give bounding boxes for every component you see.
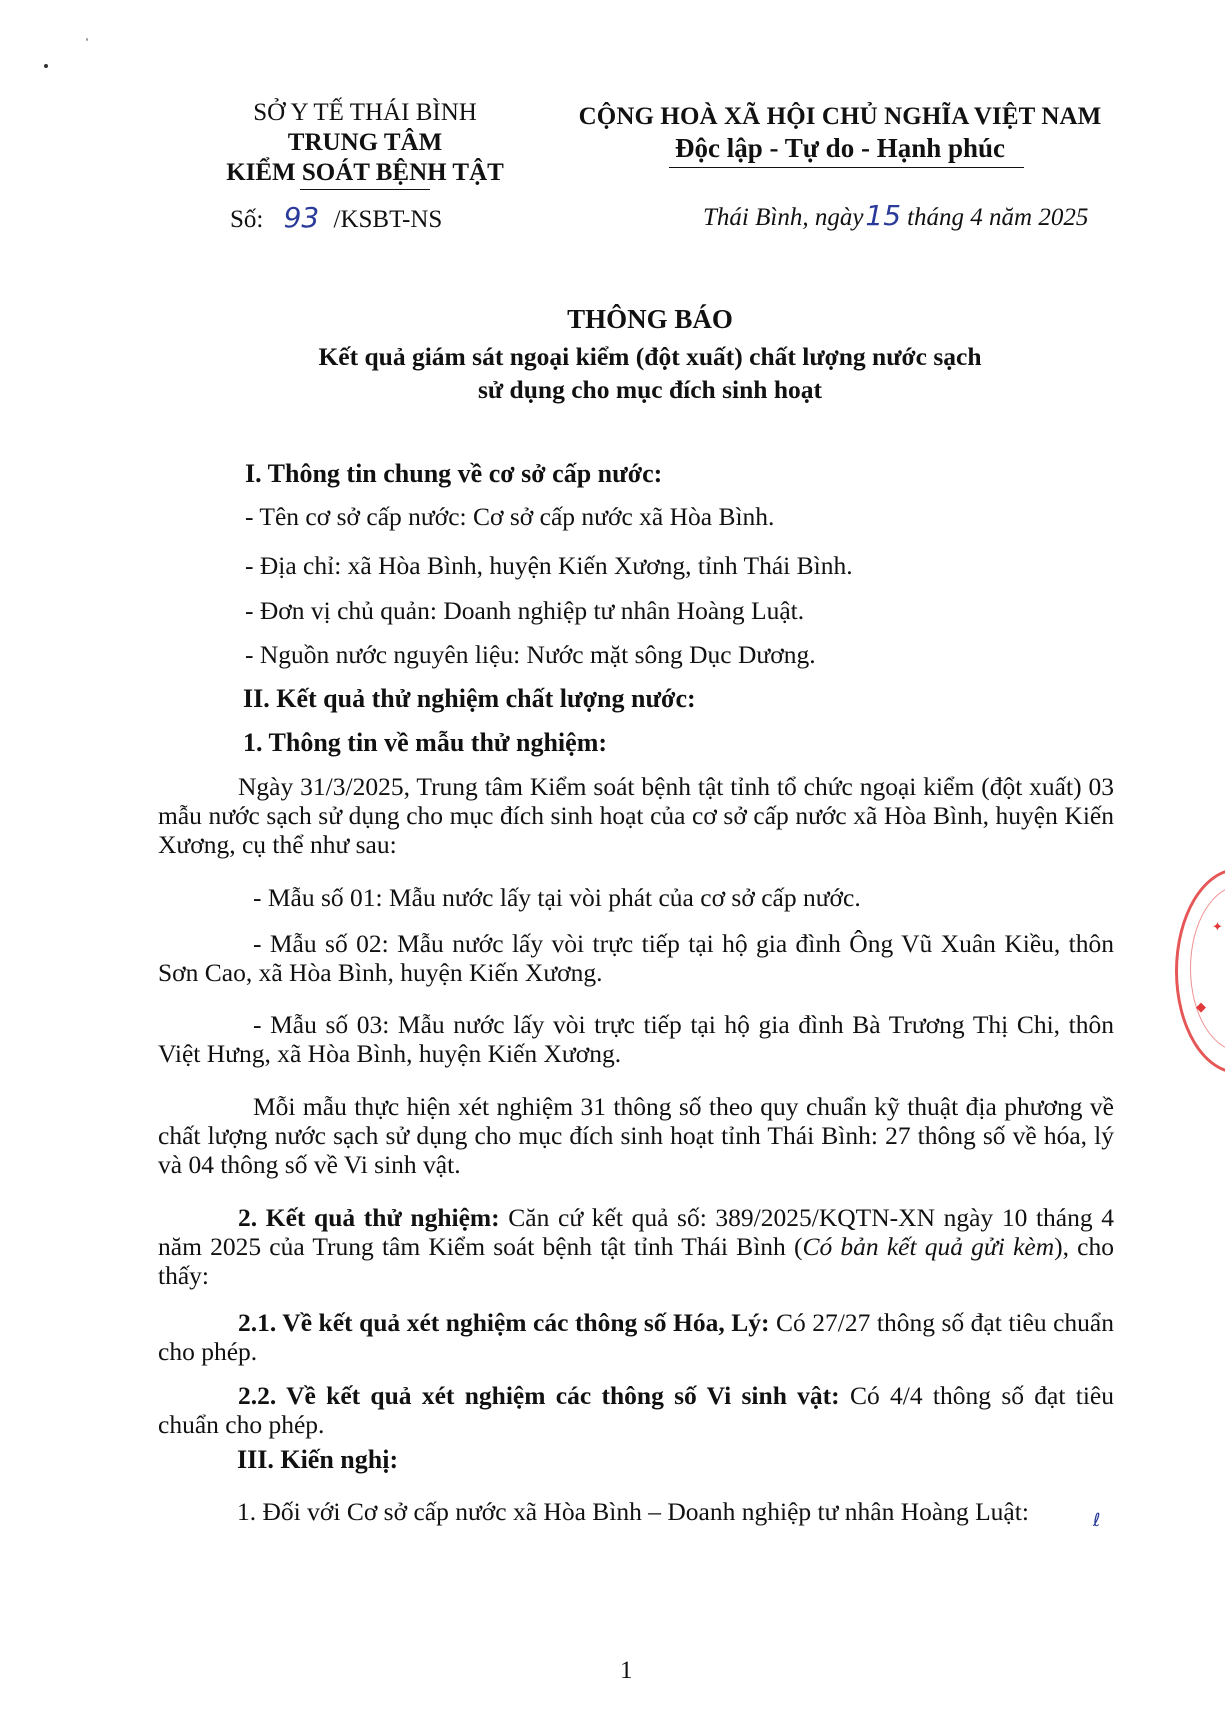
section1-item: - Nguồn nước nguyên liệu: Nước mặt sông Dục Dương. xyxy=(245,640,816,669)
samples-summary-paragraph: Mỗi mẫu thực hiện xét nghiệm 31 thông số theo quy chuẩn kỹ thuật địa phương về chất lượng nước sạch sử dụng cho mục đích sinh hoạt tỉnh Thái Bình: 27 thông số về hóa, lý và 04 thông số về Vi sinh vật. xyxy=(158,1092,1114,1179)
results-text-italic: Có bản kết quả gửi kèm xyxy=(802,1232,1055,1261)
result-21-paragraph xyxy=(158,1308,1114,1366)
nation-motto: Độc lập - Tự do - Hạnh phúc xyxy=(674,133,1006,163)
section2-heading: II. Kết quả thử nghiệm chất lượng nước: xyxy=(243,684,696,713)
motto-underline xyxy=(669,167,1024,168)
section3-item1: 1. Đối với Cơ sở cấp nước xã Hòa Bình – Doanh nghiệp tư nhân Hoàng Luật: xyxy=(237,1497,1029,1526)
section1-item: - Tên cơ sở cấp nước: Cơ sở cấp nước xã Hòa Bình. xyxy=(245,502,775,531)
scan-speck xyxy=(44,64,48,68)
result-21-heading: 2.1. Về kết quả xét nghiệm các thông số Hóa, Lý: xyxy=(238,1308,770,1337)
agency-underline xyxy=(300,189,430,190)
doc-number-handwritten: 93 xyxy=(283,201,320,234)
agency-name-line2: KIỂM SOÁT BỆNH TẬT xyxy=(226,159,504,186)
section1-heading: I. Thông tin chung về cơ sở cấp nước: xyxy=(245,459,663,488)
result-22-heading: 2.2. Về kết quả xét nghiệm các thông số Vi sinh vật: xyxy=(238,1381,840,1410)
sample-item: - Mẫu số 01: Mẫu nước lấy tại vòi phát của cơ sở cấp nước. xyxy=(253,883,861,912)
result-22-text: Có 4/4 thông số đạt tiêu chuẩn cho phép. xyxy=(158,1381,1114,1439)
section1-item: - Địa chỉ: xã Hòa Bình, huyện Kiến Xương, tỉnh Thái Bình. xyxy=(245,551,853,580)
sample-item: - Mẫu số 03: Mẫu nước lấy vòi trực tiếp tại hộ gia đình Bà Trương Thị Chi, thôn Việt Hưng, xã Hòa Bình, huyện Kiến Xương. xyxy=(158,1010,1114,1068)
section3-heading: III. Kiến nghị: xyxy=(237,1445,399,1474)
sample-item: - Mẫu số 02: Mẫu nước lấy vòi trực tiếp tại hộ gia đình Ông Vũ Xuân Kiều, thôn Sơn Cao, xã Hòa Bình, huyện Kiến Xương. xyxy=(158,929,1114,987)
doc-date xyxy=(703,200,1088,234)
section1-item: - Đơn vị chủ quản: Doanh nghiệp tư nhân Hoàng Luật. xyxy=(245,596,805,625)
results-paragraph xyxy=(158,1203,1114,1290)
result-21-text: Có 27/27 thông số đạt tiêu chuẩn cho phép. xyxy=(158,1308,1114,1366)
red-seal-mark: ✦ xyxy=(1212,920,1223,935)
agency-name-line1: TRUNG TÂM xyxy=(287,129,443,156)
doc-subtitle-line2: sử dụng cho mục đích sinh hoạt xyxy=(477,375,823,404)
doc-number xyxy=(230,202,442,236)
results-heading: 2. Kết quả thử nghiệm: xyxy=(238,1203,500,1232)
date-suffix: tháng 4 năm 2025 xyxy=(907,204,1089,231)
result-22-paragraph xyxy=(158,1381,1114,1439)
page-number: 1 xyxy=(620,1657,633,1684)
date-prefix: Thái Bình, ngày xyxy=(703,204,864,231)
doc-subtitle-line1: Kết quả giám sát ngoại kiểm (đột xuất) chất lượng nước sạch xyxy=(318,342,982,371)
results-text-a: Căn cứ kết quả số: 389/2025/KQTN-XN ngày 10 tháng 4 năm 2025 của Trung tâm Kiểm soát bệnh tật tỉnh Thái Bình ( xyxy=(158,1203,1114,1261)
samples-intro-paragraph: Ngày 31/3/2025, Trung tâm Kiểm soát bệnh tật tỉnh tổ chức ngoại kiểm (đột xuất) 03 mẫu nước sạch sử dụng cho mục đích sinh hoạt của cơ sở cấp nước xã Hòa Bình, huyện Kiến Xương, cụ thể như sau: xyxy=(158,772,1114,859)
nation-name: CỘNG HOÀ XÃ HỘI CHỦ NGHĨA VIỆT NAM xyxy=(578,103,1102,130)
nation-block xyxy=(575,102,1105,164)
agency-parent: SỞ Y TẾ THÁI BÌNH xyxy=(253,99,477,126)
agency-block xyxy=(205,98,525,188)
date-day-handwritten: 15 xyxy=(865,199,902,232)
results-text-b: ), cho thấy: xyxy=(158,1232,1114,1290)
section2-sub1-heading: 1. Thông tin về mẫu thử nghiệm: xyxy=(243,728,608,757)
red-seal-mark: ◆ xyxy=(1196,1000,1206,1015)
doc-number-suffix: /KSBT-NS xyxy=(333,206,443,233)
initial-mark: ℓ xyxy=(1093,1510,1101,1531)
doc-title: THÔNG BÁO xyxy=(567,304,733,334)
scan-speck xyxy=(86,38,88,41)
doc-number-prefix: Số: xyxy=(230,206,264,233)
